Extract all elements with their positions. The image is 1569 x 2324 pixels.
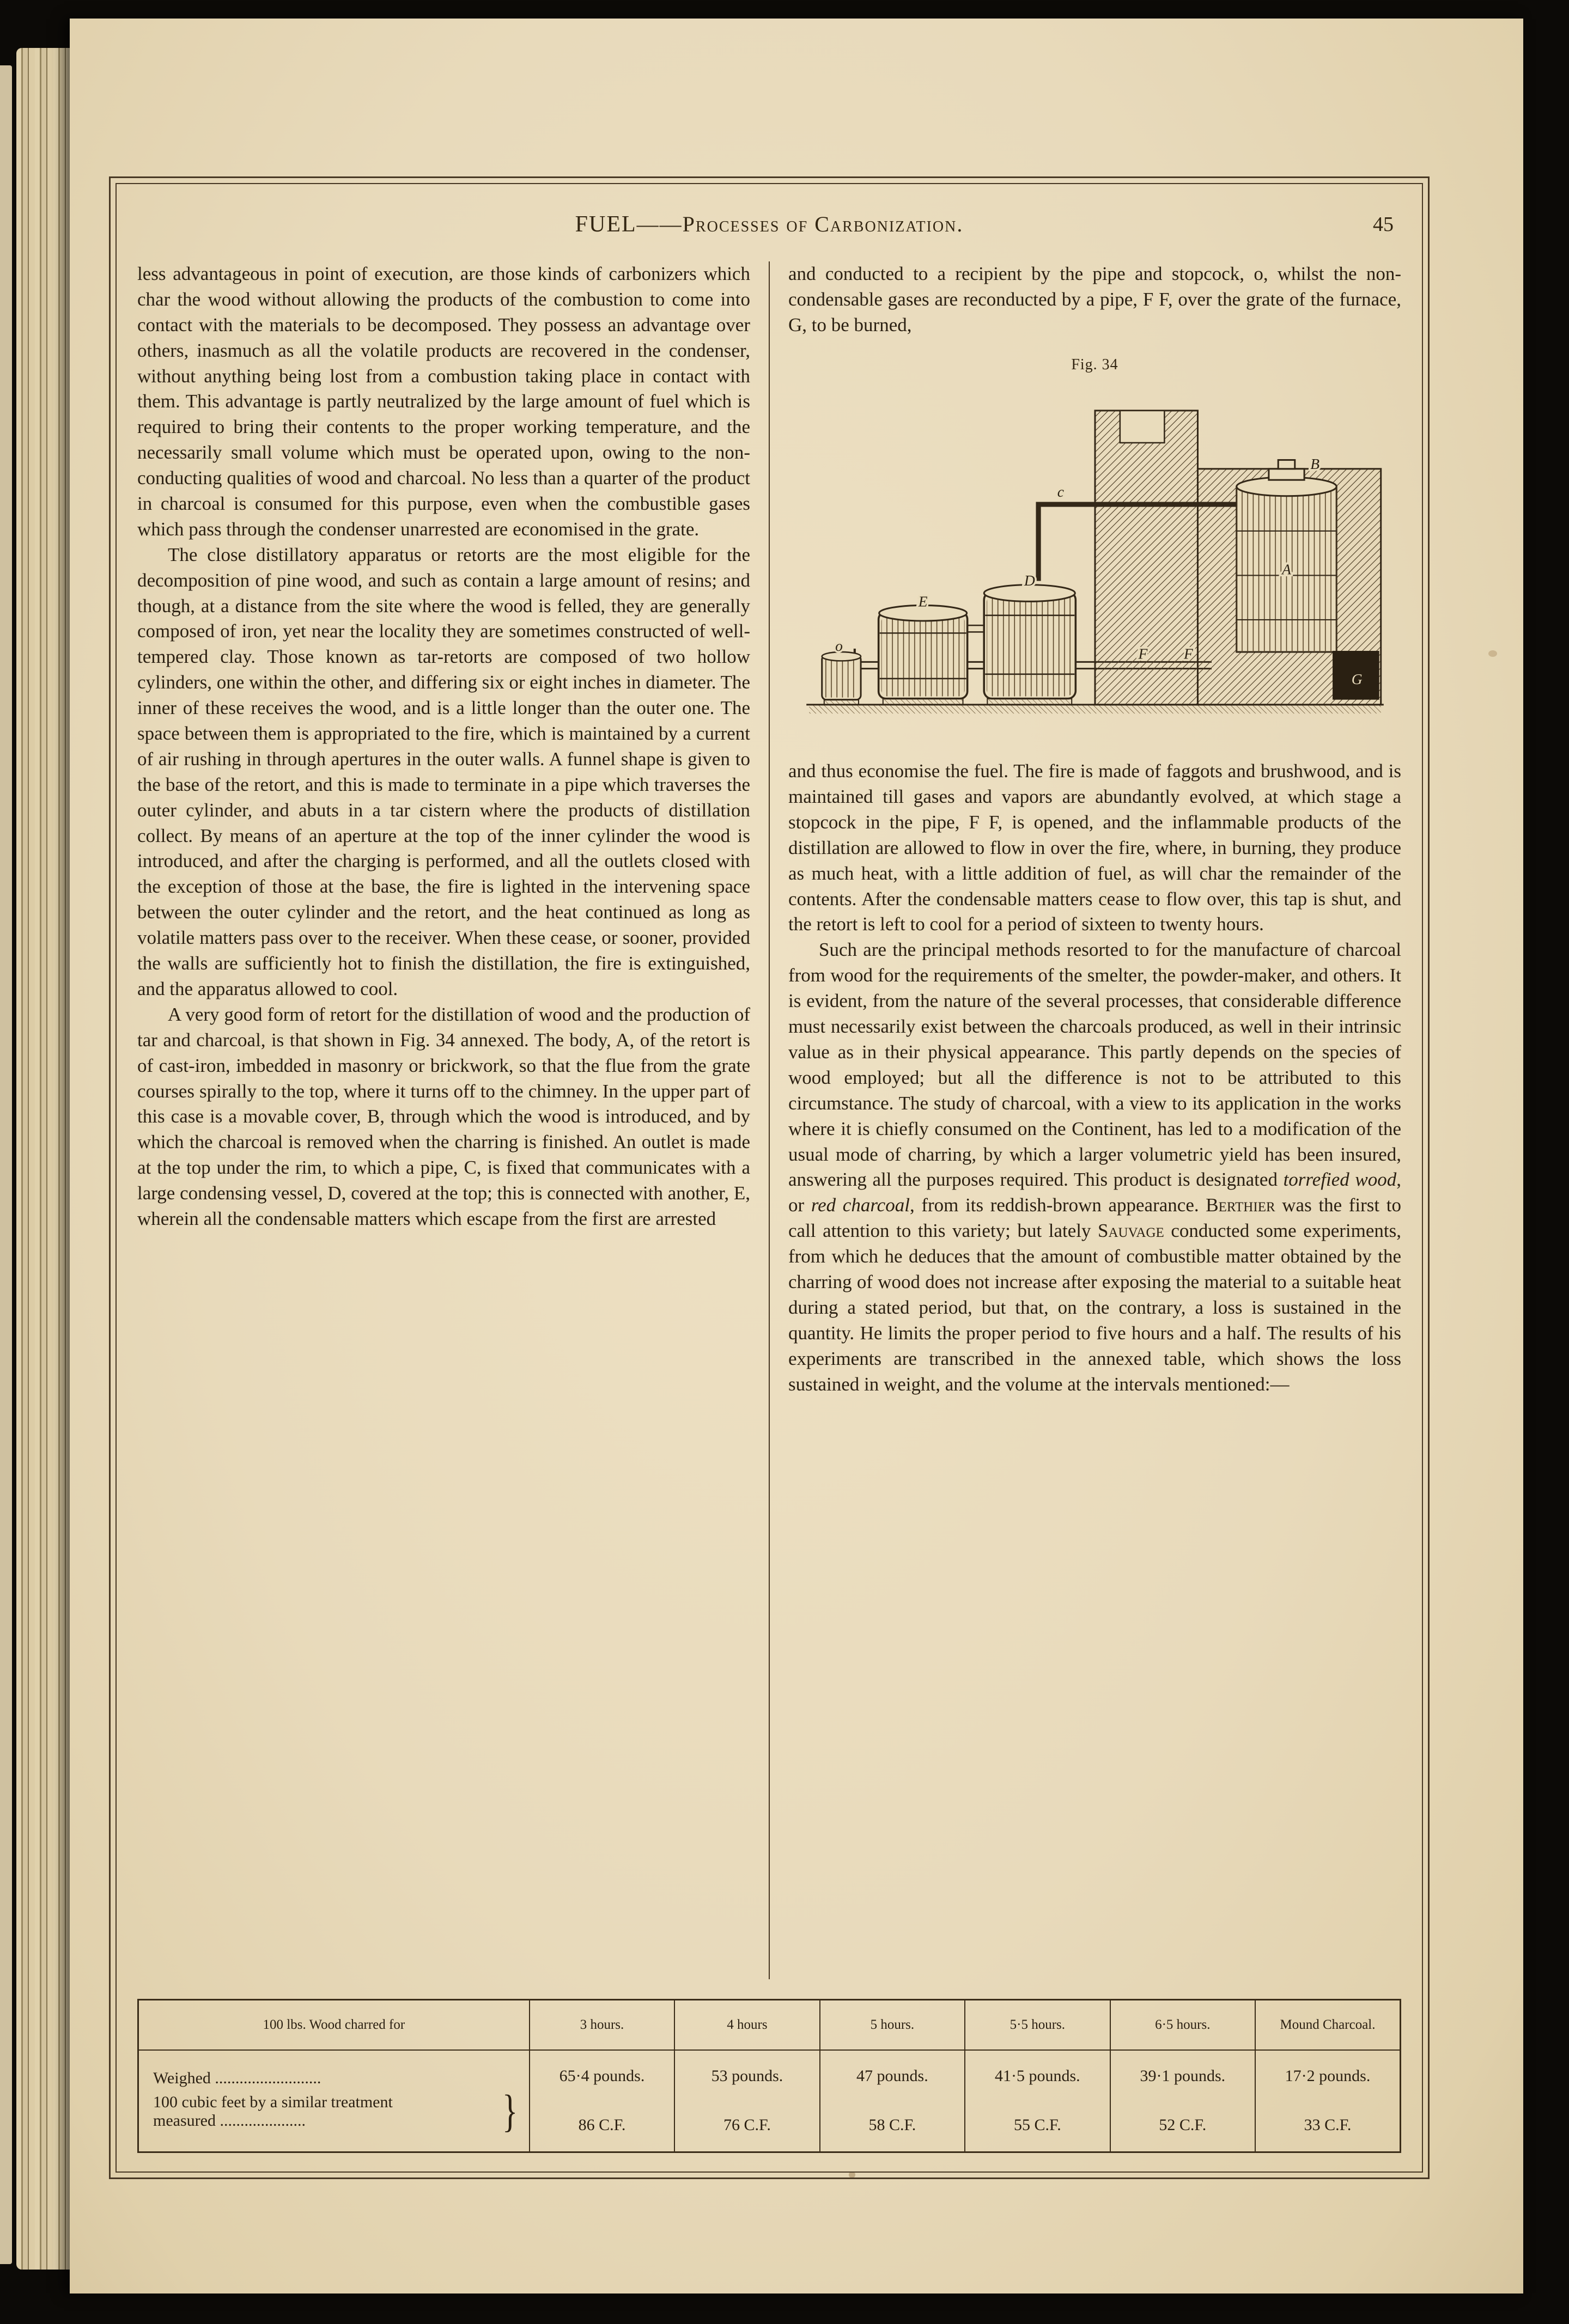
volume-value: 55 C.F. <box>1013 2116 1061 2134</box>
weight-value: 41·5 pounds. <box>995 2067 1080 2085</box>
weight-value: 39·1 pounds. <box>1140 2067 1226 2085</box>
figure-34 <box>788 355 1401 748</box>
figure-label-d: D <box>1024 571 1035 589</box>
paragraph <box>137 261 750 542</box>
right-column-top <box>788 261 1401 338</box>
text-run: red charcoal <box>811 1194 910 1216</box>
value-cell <box>965 2050 1110 2152</box>
text-columns <box>137 261 1401 1979</box>
page-frame-inner <box>115 183 1423 2173</box>
text-run: less advantageous in point of execution, are those kinds of carbonizers which char the wood without allowing the products of the combustion to come into contact with the materials to be decomposed. They possess an advantage over others, inasmuch as all the volatile products are recovered in the condenser, without anything being lost from a combustion taking place in contact with them. This advantage is partly neutralized by the large amount of fuel which is required to bring their contents to the proper working temperature, and the necessarily small volume which must be operated upon, owing to the non-conducting qualities of wood and charcoal. No less than a quarter of the product in charcoal is consumed for this purpose, even when the combustible gases which pass through the condenser unarrested are economised in the grate. <box>137 263 750 540</box>
figure-label-b: B <box>1310 455 1319 473</box>
text-run: The close distillatory apparatus or retorts are the most eligible for the decomposition of pine wood, and such as contain a large amount of resins; and though, at a distance from the site where the wood is felled, they are generally composed of iron, yet near the locality they are sometimes constructed of well-tempered clay. Those known as tar-retorts are composed of two hollow cylinders, one within the other, and differing six or eight inches in diameter. The inner of these receives the wood, and is a little longer than the outer one. The space between them is appropriated to the fire, which is maintained by a current of air rushing in through apertures in the outer walls. A funnel shape is given to the base of the retort, and this is made to terminate in a pipe which traverses the outer cylinder, and abuts in a tar cistern where the products of distillation collect. By means of an aperture at the top of the inner cylinder the wood is introduced, and after the charging is performed, and all the outlets closed with the exception of those at the base, the fire is lighted in the intervening space between the outer cylinder and the retort, and the heat continued as long as volatile matters pass over to the receiver. When these cease, or sooner, provided the walls are sufficiently hot to finish the distillation, the fire is extinguished, and the apparatus allowed to cool. <box>137 544 750 999</box>
table-col-header: 3 hours. <box>530 2000 674 2050</box>
volume-value: 76 C.F. <box>723 2116 771 2134</box>
adjacent-page-edge <box>0 65 12 2264</box>
title-dash: —— <box>636 212 683 236</box>
table-row <box>138 2050 1401 2152</box>
table-col-header: Mound Charcoal. <box>1255 2000 1400 2050</box>
row-label-cubic-feet: 100 cubic feet by a similar treatment <box>153 2093 393 2112</box>
book-page-edges <box>16 48 71 2270</box>
volume-value: 58 C.F. <box>868 2116 916 2134</box>
brace-glyph: } <box>502 2086 518 2137</box>
volume-value: 52 C.F. <box>1159 2116 1207 2134</box>
row-label-weighed: Weighed .......................... <box>153 2069 321 2088</box>
paragraph <box>137 1002 750 1232</box>
row-label-group <box>153 2086 521 2137</box>
right-column-bottom <box>788 759 1401 1397</box>
figure-label-o: o <box>835 637 843 655</box>
paper-stain <box>1488 650 1497 657</box>
table-col-header: 100 lbs. Wood charred for <box>138 2000 530 2050</box>
value-cell <box>674 2050 819 2152</box>
text-run: and thus economise the fuel. The fire is made of faggots and brushwood, and is maintained till gases and vapors are abundantly evolved, at which stage a stopcock in the pipe, F F, is opened, and the inflammable products of the distillation are allowed to flow in over the fire, where, in burning, they produce as much heat, with a little addition of fuel, as will char the remainder of the contents. After the condensable matters cease to flow over, this tap is shut, and the retort is left to cool for a period of sixteen to twenty hours. <box>788 760 1401 935</box>
row-label-measured: measured ..................... <box>153 2112 306 2130</box>
volume-value: 86 C.F. <box>578 2116 626 2134</box>
book-page <box>70 19 1523 2293</box>
paragraph <box>137 542 750 1002</box>
volume-value: 33 C.F. <box>1304 2116 1352 2134</box>
results-table-block <box>137 1979 1401 2153</box>
weight-value: 17·2 pounds. <box>1285 2067 1371 2085</box>
page-number: 45 <box>1373 213 1394 236</box>
value-cell <box>1110 2050 1255 2152</box>
text-run: conducted some experiments, from which he deduces that the amount of combustible matter obtained by the charring of wood does not increase after exposing the material to a suitable heat during a stated period, but that, on the contrary, a loss is sustained in the quantity. He limits the proper period to five hours and a half. The results of his experiments are transcribed in the annexed table, which shows the loss sustained in weight, and the volume at the intervals mentioned:— <box>788 1220 1401 1395</box>
paragraph <box>788 261 1401 338</box>
paragraph <box>788 759 1401 937</box>
figure-label-a: A <box>1281 560 1291 578</box>
text-run: , from its reddish-brown appearance. <box>909 1194 1206 1216</box>
figure-engraving <box>801 386 1389 741</box>
value-cell <box>820 2050 965 2152</box>
weight-value: 53 pounds. <box>711 2067 783 2085</box>
weight-value: 65·4 pounds. <box>559 2067 645 2085</box>
text-run: , or <box>788 1169 1401 1216</box>
page-title-word: FUEL <box>575 212 637 237</box>
text-run: Sauvage <box>1098 1220 1164 1242</box>
figure-label-f1: F <box>1138 645 1147 662</box>
value-cell <box>530 2050 674 2152</box>
figure-label-c: c <box>1057 483 1064 500</box>
page-title <box>137 211 1401 237</box>
text-run: was the first to call attention to this variety; but lately <box>788 1194 1401 1242</box>
text-run: Berthier <box>1206 1194 1275 1216</box>
page-frame <box>109 176 1430 2179</box>
figure-label-g: G <box>1351 670 1363 688</box>
table-col-header: 5·5 hours. <box>965 2000 1110 2050</box>
value-cell <box>1255 2050 1400 2152</box>
figure-label-e: E <box>918 593 928 610</box>
paragraph <box>788 937 1401 1397</box>
experiment-table <box>137 1999 1401 2153</box>
table-header-row <box>138 2000 1401 2050</box>
figure-caption: Fig. 34 <box>1071 356 1118 373</box>
text-run: Such are the principal methods resorted to for the manufacture of charcoal from wood for the requirements of the smelter, the powder-maker, and others. It is evident, from the nature of the several processes, that considerable difference must necessarily exist between the charcoals produced, as well in their intrinsic value as in their physical appearance. This partly depends on the species of wood employed; but all the difference is not to be attributed to this circumstance. The study of charcoal, with a view to its application in the works where it is chiefly consumed on the Continent, has led to a modification of the usual mode of charring, by which a larger volumetric yield has been insured, answering all the purposes required. This product is designated <box>788 939 1401 1191</box>
figure-label-f2: F <box>1183 645 1193 662</box>
weight-value: 47 pounds. <box>856 2067 928 2085</box>
left-column <box>137 261 770 1979</box>
text-run: A very good form of retort for the distillation of wood and the production of tar and charcoal, is that shown in Fig. 34 annexed. The body, A, of the retort is of cast-iron, imbedded in masonry or brickwork, so that the flue from the grate courses spirally to the top, where it turns off to the chimney. In the upper part of this case is a movable cover, B, through which the wood is introduced, and by which the charcoal is removed when the charring is finished. An outlet is made at the top under the rim, to which a pipe, C, is fixed that communicates with a large condensing vessel, D, covered at the top; this is connected with another, E, wherein all the condensable matters which escape from the first are arrested <box>137 1003 750 1229</box>
table-col-header: 5 hours. <box>820 2000 965 2050</box>
row-label-cell <box>138 2050 530 2152</box>
text-run: torrefied wood <box>1283 1169 1397 1191</box>
page-title-rest: Processes of Carbonization. <box>682 212 964 236</box>
text-run: and conducted to a recipient by the pipe and stopcock, o, whilst the non-condensable gases are reconducted by a pipe, F F, over the grate of the furnace, G, to be burned, <box>788 263 1401 336</box>
running-head <box>137 211 1401 237</box>
right-column <box>770 261 1401 1979</box>
table-col-header: 4 hours <box>674 2000 819 2050</box>
table-col-header: 6·5 hours. <box>1110 2000 1255 2050</box>
